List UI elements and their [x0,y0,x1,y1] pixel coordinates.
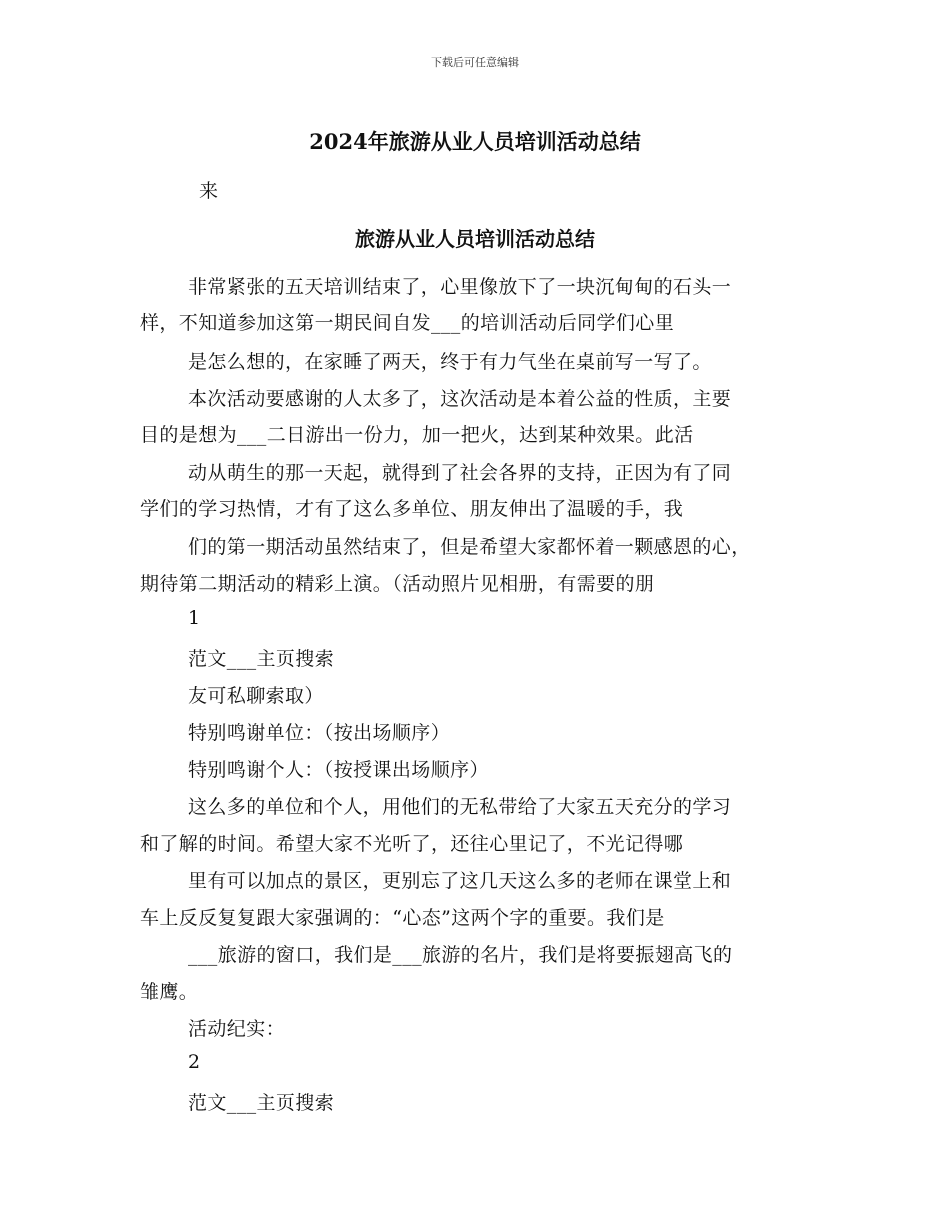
stray-character: 来 [199,180,219,202]
body-line: 目的是想为___二日游出一份力，加一把火，达到某种效果。此活 [140,424,694,446]
body-line: 期待第二期活动的精彩上演。（活动照片见相册，有需要的朋 [140,573,655,595]
body-line: 非常紧张的五天培训结束了，心里像放下了一块沉甸甸的石头一 [188,276,732,298]
body-line: 本次活动要感谢的人太多了，这次活动是本着公益的性质，主要 [188,388,732,410]
body-line: 样，不知道参加这第一期民间自发___的培训活动后同学们心里 [140,312,675,334]
body-line: 车上反反复复跟大家强调的：“心态”这两个字的重要。我们是 [140,907,665,929]
page-number: 2 [188,1051,201,1073]
body-line: ___旅游的窗口，我们是___旅游的名片，我们是将要振翅高飞的 [188,944,733,966]
body-line: 是怎么想的，在家睡了两天，终于有力气坐在桌前写一写了。 [188,351,712,373]
page-number: 1 [188,607,201,629]
body-line: 友可私聊索取） [188,685,324,707]
body-line: 雏鹰。 [140,981,199,1003]
header-note: 下载后可任意编辑 [431,56,519,69]
body-line: 们的第一期活动虽然结束了，但是希望大家都怀着一颗感恩的心， [188,536,751,558]
body-line: 活动纪实： [188,1018,286,1040]
body-line: 动从萌生的那一天起，就得到了社会各界的支持，正因为有了同 [188,462,732,484]
body-line: 学们的学习热情，才有了这么多单位、朋友伸出了温暖的手，我 [140,498,684,520]
body-line: 特别鸣谢个人：（按授课出场顺序） [188,759,489,781]
body-line: 这么多的单位和个人，用他们的无私带给了大家五天充分的学习 [188,796,732,818]
document-title: 2024年旅游从业人员培训活动总结 [309,129,641,154]
document-subtitle: 旅游从业人员培训活动总结 [355,227,595,251]
body-line: 范文___主页搜索 [188,648,335,670]
body-line: 和了解的时间。希望大家不光听了，还往心里记了，不光记得哪 [140,833,684,855]
body-line: 特别鸣谢单位：（按出场顺序） [188,722,451,744]
body-line: 范文___主页搜索 [188,1092,335,1114]
body-line: 里有可以加点的景区，更别忘了这几天这么多的老师在课堂上和 [188,870,732,892]
